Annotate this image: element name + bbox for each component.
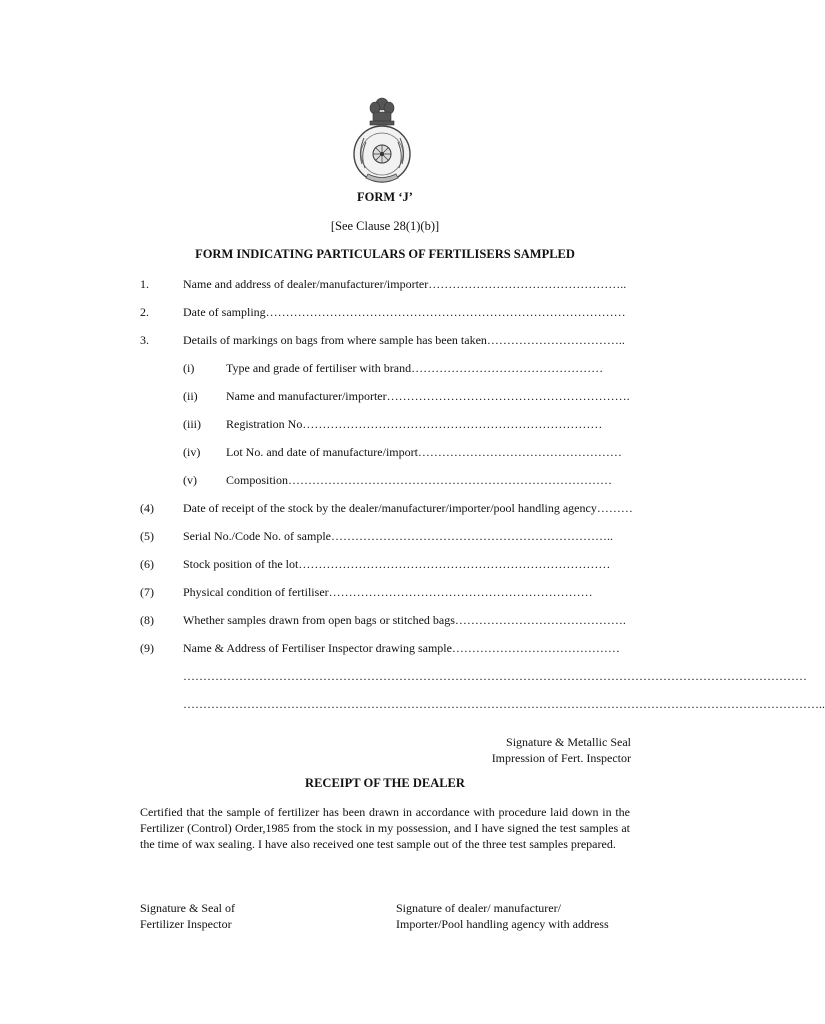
list-item: [0, 304, 770, 320]
sub-item-text: Composition………………………………………………………………………: [226, 473, 613, 487]
footer-right-line1: Signature of dealer/ manufacturer/: [396, 901, 561, 915]
list-item: [0, 276, 770, 292]
form-heading: FORM INDICATING PARTICULARS OF FERTILISERS SAMPLED: [195, 247, 575, 261]
sub-item-number: (i): [183, 361, 195, 375]
item-text: Date of receipt of the stock by the dealer/manufacturer/importer/pool handling agency………: [183, 501, 633, 515]
sub-item-number: (ii): [183, 389, 198, 403]
dealer-footer-signature: [396, 900, 609, 932]
list-item: [0, 528, 770, 544]
sub-item-text: Lot No. and date of manufacture/import……………………………………………: [226, 445, 622, 459]
footer-right-line2: Importer/Pool handling agency with address: [396, 917, 609, 931]
clause-reference: [See Clause 28(1)(b)]: [330, 219, 440, 233]
receipt-paragraph: Certified that the sample of fertilizer has been drawn in accordance with procedure laid down in the Fertilizer (Control) Order,1985 from the stock in my possession, and I have signed the test samples at the time of wax sealing. I have also received one test sample out of the three test samples prepared.: [140, 805, 630, 851]
sub-item-number: (iv): [183, 445, 201, 459]
item-text: Physical condition of fertiliser…………………………………………………………: [183, 585, 593, 599]
sub-item-text: Registration No…………………………………………………………………: [226, 417, 603, 431]
item-number: (4): [140, 501, 154, 515]
sub-item-number: (v): [183, 473, 197, 487]
address-blank-line: [0, 696, 825, 712]
sub-list-item: [0, 388, 770, 404]
item-number: (6): [140, 557, 154, 571]
sub-item-text: Type and grade of fertiliser with brand…………………………………………: [226, 361, 604, 375]
item-text: Name and address of dealer/manufacturer/importer…………………………………………..: [183, 277, 627, 291]
footer-left-line1: Signature & Seal of: [140, 901, 235, 915]
sub-list-item: [0, 416, 770, 432]
item-text: Details of markings on bags from where sample has been taken……………………………..: [183, 333, 625, 347]
item-number: 3.: [140, 333, 149, 347]
item-number: (8): [140, 613, 154, 627]
sub-list-item: [0, 444, 770, 460]
item-number: (7): [140, 585, 154, 599]
item-text: Date of sampling………………………………………………………………………………: [183, 305, 626, 319]
dotted-line: ……………………………………………………………………………………………………………………………………………..: [183, 697, 825, 711]
list-item: [0, 584, 770, 600]
signature-label: Signature & Metallic Seal: [506, 735, 631, 749]
list-item: [0, 612, 770, 628]
item-text: Stock position of the lot……………………………………………………………………: [183, 557, 611, 571]
item-text: Whether samples drawn from open bags or stitched bags…………………………………….: [183, 613, 626, 627]
inspector-footer-signature: [140, 900, 235, 932]
item-number: (5): [140, 529, 154, 543]
seal-label: Impression of Fert. Inspector: [491, 751, 631, 765]
sub-list-item: [0, 472, 770, 488]
item-text: Name & Address of Fertiliser Inspector drawing sample……………………………………: [183, 641, 620, 655]
dotted-line: …………………………………………………………………………………………………………………………………………: [183, 669, 807, 683]
address-blank-line: [0, 668, 807, 684]
item-number: 2.: [140, 305, 149, 319]
item-number: 1.: [140, 277, 149, 291]
receipt-heading: RECEIPT OF THE DEALER: [305, 776, 465, 790]
sub-list-item: [0, 360, 770, 376]
list-item: [0, 556, 770, 572]
inspector-signature-block: [492, 734, 631, 766]
list-item: [0, 332, 770, 348]
list-item: [0, 500, 770, 516]
item-text: Serial No./Code No. of sample……………………………………………………………..: [183, 529, 613, 543]
item-number: (9): [140, 641, 154, 655]
form-title: FORM ‘J’: [357, 190, 413, 204]
list-item: [0, 640, 770, 656]
sub-item-number: (iii): [183, 417, 201, 431]
footer-left-line2: Fertilizer Inspector: [140, 917, 232, 931]
sub-item-text: Name and manufacturer/importer…………………………………………………….: [226, 389, 630, 403]
state-emblem-icon: [348, 92, 416, 188]
